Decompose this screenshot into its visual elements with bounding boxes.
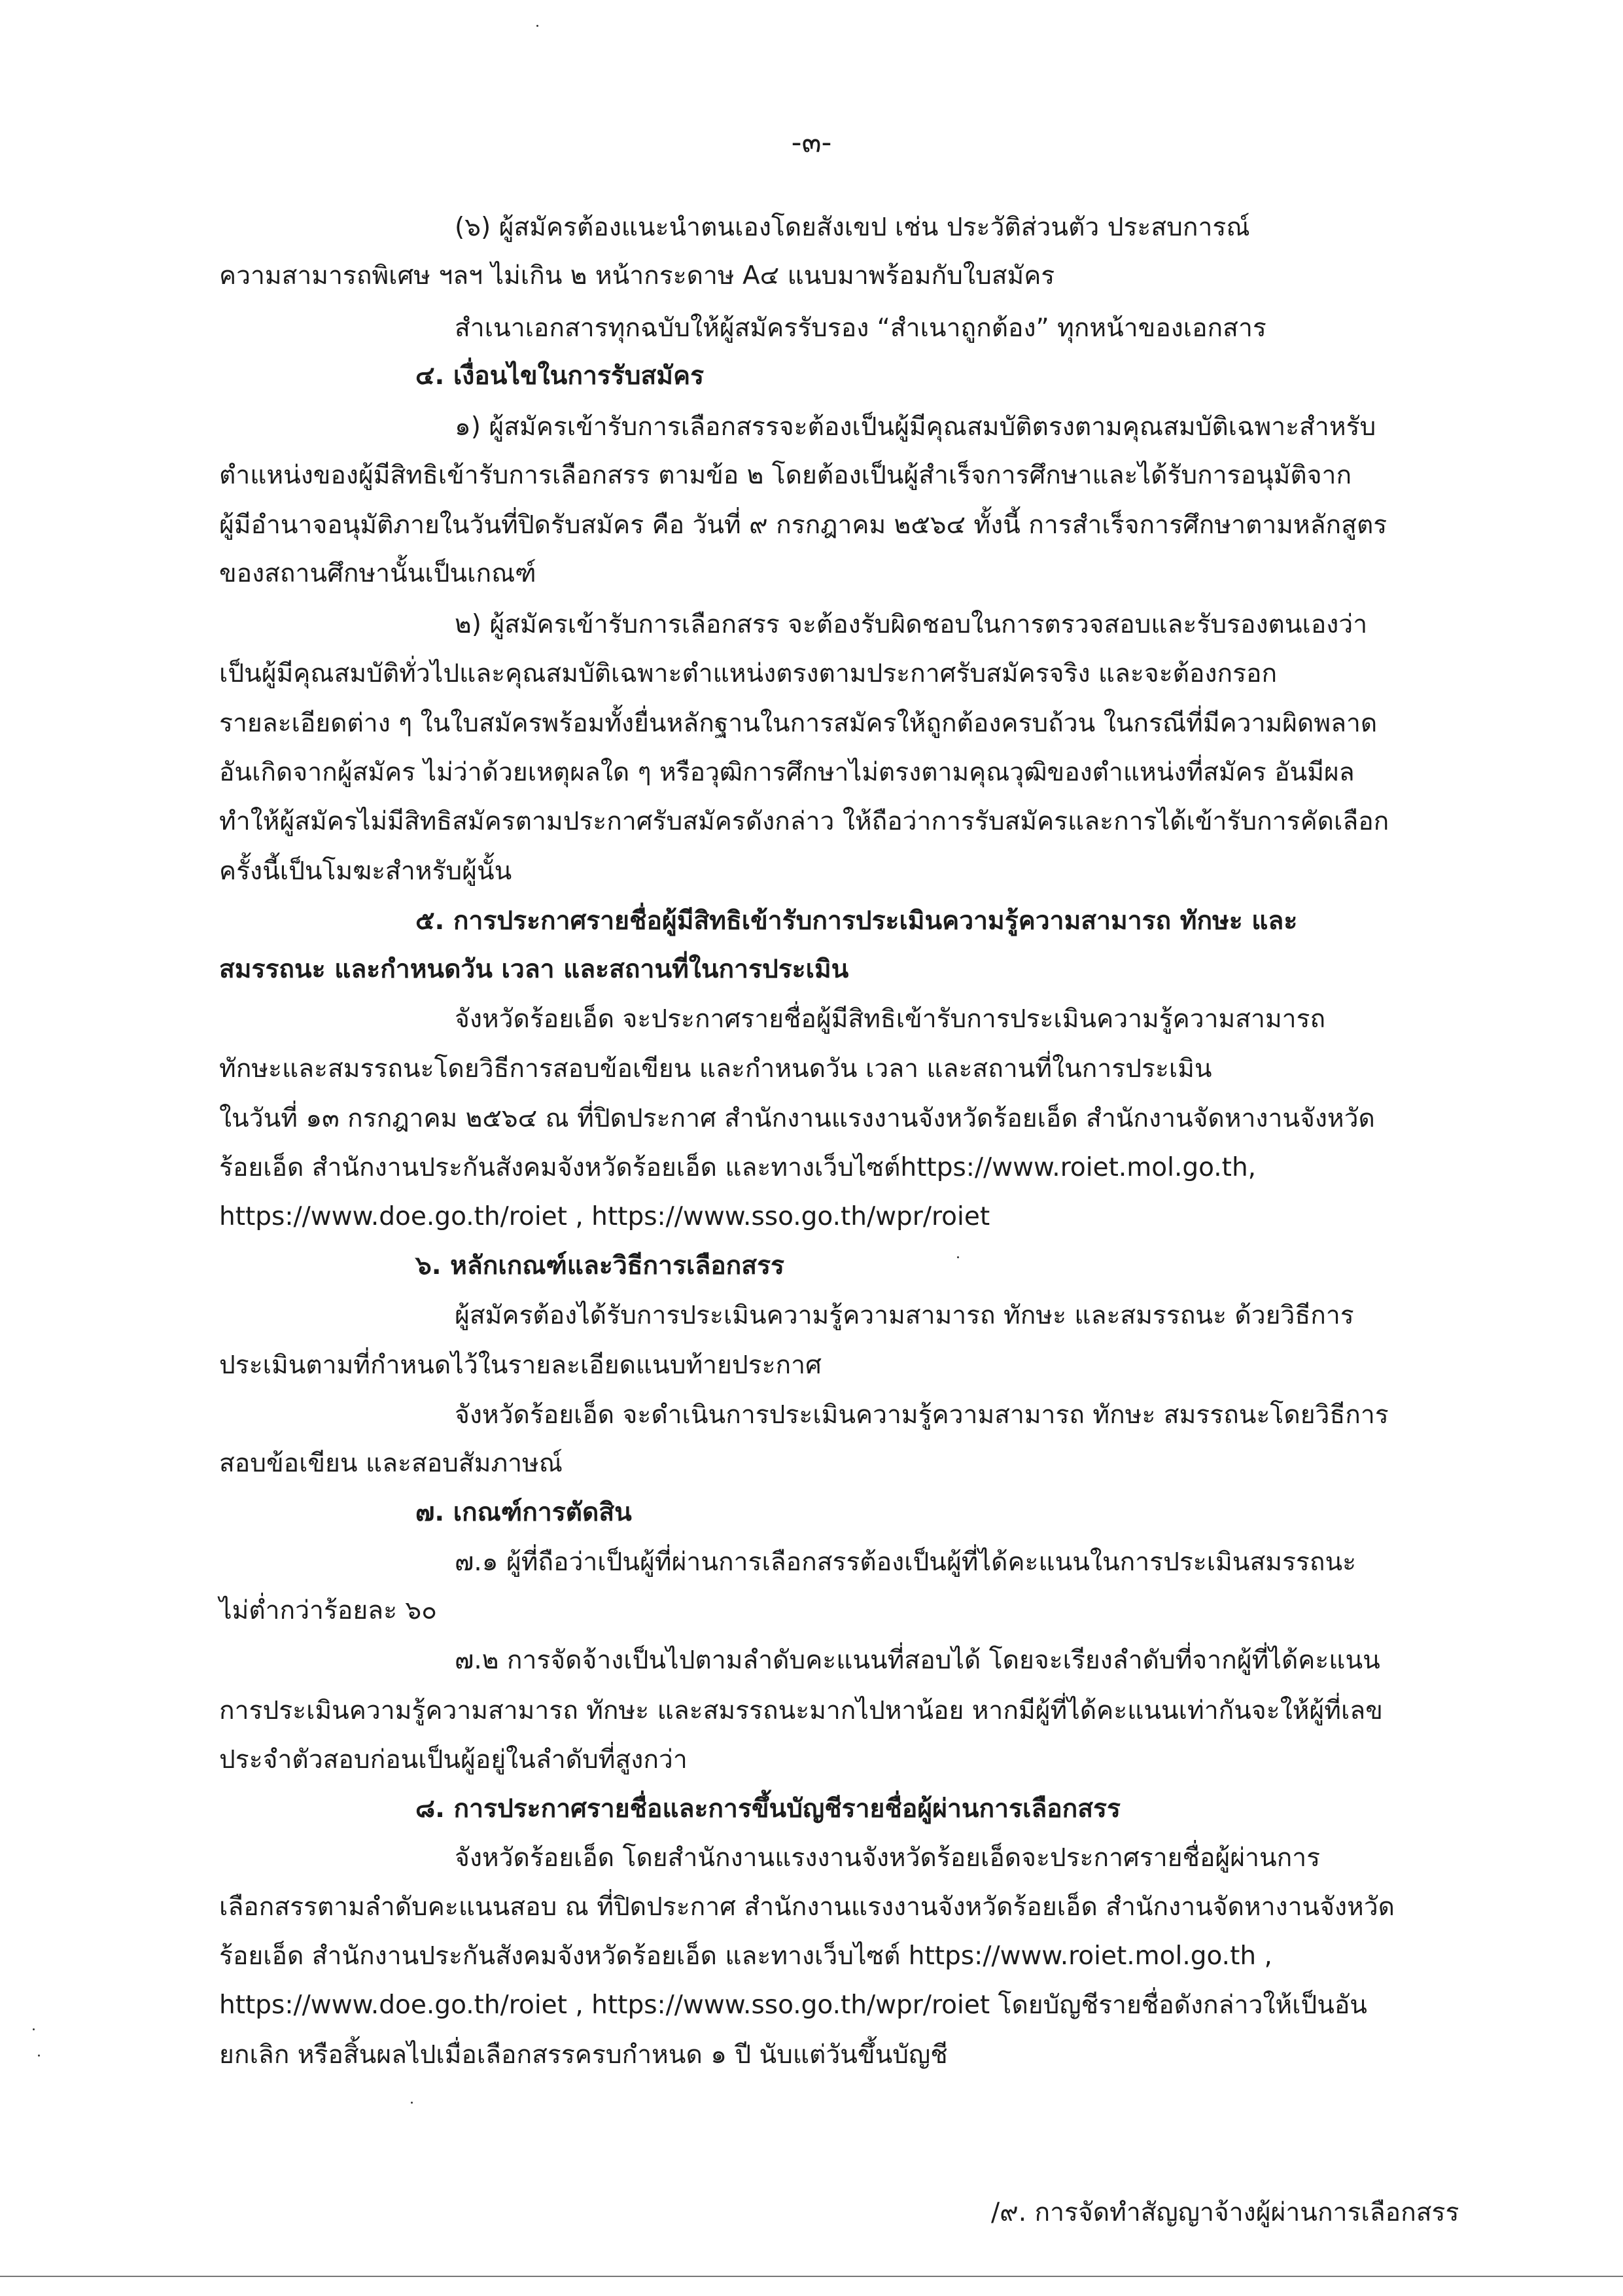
paragraph-line: จังหวัดร้อยเอ็ด จะประกาศรายชื่อผู้มีสิทธิเข้ารับการประเมินความรู้ความสามารถ [455,1004,1326,1034]
paragraph-line: ประเมินตามที่กำหนดไว้ในรายละเอียดแนบท้ายประกาศ [219,1351,822,1380]
paragraph-line: เป็นผู้มีคุณสมบัติทั่วไปและคุณสมบัติเฉพาะตำแหน่งตรงตามประกาศรับสมัครจริง และจะต้องกรอก [219,659,1278,688]
paragraph-line: ครั้งนี้เป็นโมฆะสำหรับผู้นั้น [219,857,512,886]
continuation-note: /๙. การจัดทำสัญญาจ้างผู้ผ่านการเลือกสรร [991,2198,1459,2227]
paragraph-line: ร้อยเอ็ด สำนักงานประกันสังคมจังหวัดร้อยเอ็ด และทางเว็บไซต์ https://www.roiet.mol.go.th , [219,1941,1272,1971]
paragraph-line: ผู้มีอำนาจอนุมัติภายในวันที่ปิดรับสมัคร คือ วันที่ ๙ กรกฎาคม ๒๕๖๔ ทั้งนี้ การสำเร็จการศึกษาตามหลักสูตร [219,510,1387,540]
paragraph-line: ผู้สมัครต้องได้รับการประเมินความรู้ความสามารถ ทักษะ และสมรรถนะ ด้วยวิธีการ [455,1301,1354,1330]
section-heading: ๔. เงื่อนไขในการรับสมัคร [415,361,705,391]
scan-speck [33,2028,35,2030]
paragraph-line: จังหวัดร้อยเอ็ด จะดำเนินการประเมินความรู้ความสามารถ ทักษะ สมรรถนะโดยวิธีการ [455,1400,1389,1430]
paragraph-line: https://www.doe.go.th/roiet , https://www.sso.go.th/wpr/roiet [219,1202,990,1231]
paragraph-line: https://www.doe.go.th/roiet , https://www.sso.go.th/wpr/roiet โดยบัญชีรายชื่อดังกล่าวให้เป็นอัน [219,1990,1367,2020]
page-number: -๓- [791,126,832,159]
paragraph-line: สำเนาเอกสารทุกฉบับให้ผู้สมัครรับรอง “สำเนาถูกต้อง” ทุกหน้าของเอกสาร [455,313,1266,343]
paragraph-line: เลือกสรรตามลำดับคะแนนสอบ ณ ที่ปิดประกาศ สำนักงานแรงงานจังหวัดร้อยเอ็ด สำนักงานจัดหางานจังหวัด [219,1892,1395,1922]
paragraph-line: (๖) ผู้สมัครต้องแนะนำตนเองโดยสังเขป เช่น ประวัติส่วนตัว ประสบการณ์ [455,213,1250,242]
paragraph-line: ไม่ต่ำกว่าร้อยละ ๖๐ [219,1596,437,1625]
section-heading: ๖. หลักเกณฑ์และวิธีการเลือกสรร [415,1251,784,1280]
section-heading: ๗. เกณฑ์การตัดสิน [415,1498,632,1527]
section-heading: ๘. การประกาศรายชื่อและการขึ้นบัญชีรายชื่อผู้ผ่านการเลือกสรร [415,1794,1121,1824]
paragraph-line: ยกเลิก หรือสิ้นผลไปเมื่อเลือกสรรครบกำหนด ๑ ปี นับแต่วันขึ้นบัญชี [219,2040,948,2070]
paragraph-line: ร้อยเอ็ด สำนักงานประกันสังคมจังหวัดร้อยเอ็ด และทางเว็บไซต์https://www.roiet.mol.go.th, [219,1153,1257,1182]
paragraph-line: จังหวัดร้อยเอ็ด โดยสำนักงานแรงงานจังหวัดร้อยเอ็ดจะประกาศรายชื่อผู้ผ่านการ [455,1843,1321,1873]
scan-speck [38,2055,40,2057]
scan-speck [957,1256,959,1258]
paragraph-line: ในวันที่ ๑๓ กรกฎาคม ๒๕๖๔ ณ ที่ปิดประกาศ สำนักงานแรงงานจังหวัดร้อยเอ็ด สำนักงานจัดหางานจังหวัด [219,1104,1375,1133]
paragraph-line: ความสามารถพิเศษ ฯลฯ ไม่เกิน ๒ หน้ากระดาษ A๔ แนบมาพร้อมกับใบสมัคร [219,261,1055,291]
scan-speck [536,25,538,27]
paragraph-line: ทำให้ผู้สมัครไม่มีสิทธิสมัครตามประกาศรับสมัครดังกล่าว ให้ถือว่าการรับสมัครและการได้เข้ารับการคัดเลือก [219,807,1389,836]
paragraph-line: ๒) ผู้สมัครเข้ารับการเลือกสรร จะต้องรับผิดชอบในการตรวจสอบและรับรองตนเองว่า [455,610,1368,639]
section-heading: ๕. การประกาศรายชื่อผู้มีสิทธิเข้ารับการประเมินความรู้ความสามารถ ทักษะ และ [415,906,1298,936]
paragraph-line: สอบข้อเขียน และสอบสัมภาษณ์ [219,1449,563,1478]
paragraph-line: ของสถานศึกษานั้นเป็นเกณฑ์ [219,559,536,588]
paragraph-line: ๗.๒ การจัดจ้างเป็นไปตามลำดับคะแนนที่สอบได้ โดยจะเรียงลำดับที่จากผู้ที่ได้คะแนน [455,1646,1380,1675]
paragraph-line: ทักษะและสมรรถนะโดยวิธีการสอบข้อเขียน และกำหนดวัน เวลา และสถานที่ในการประเมิน [219,1054,1212,1084]
scan-edge-line [0,2276,1623,2277]
paragraph-line: การประเมินความรู้ความสามารถ ทักษะ และสมรรถนะมากไปหาน้อย หากมีผู้ที่ได้คะแนนเท่ากันจะให้ผู้ที่เลข [219,1696,1383,1725]
paragraph-line: ๑) ผู้สมัครเข้ารับการเลือกสรรจะต้องเป็นผู้มีคุณสมบัติตรงตามคุณสมบัติเฉพาะสำหรับ [455,412,1376,442]
scan-speck [411,2102,413,2104]
section-heading-cont: สมรรถนะ และกำหนดวัน เวลา และสถานที่ในการประเมิน [219,955,849,984]
paragraph-line: ประจำตัวสอบก่อนเป็นผู้อยู่ในลำดับที่สูงกว่า [219,1745,688,1775]
paragraph-line: ๗.๑ ผู้ที่ถือว่าเป็นผู้ที่ผ่านการเลือกสรรต้องเป็นผู้ที่ได้คะแนนในการประเมินสมรรถนะ [455,1547,1357,1577]
paragraph-line: ตำแหน่งของผู้มีสิทธิเข้ารับการเลือกสรร ตามข้อ ๒ โดยต้องเป็นผู้สำเร็จการศึกษาและได้รับการอนุมัติจาก [219,461,1352,490]
paragraph-line: รายละเอียดต่าง ๆ ในใบสมัครพร้อมทั้งยื่นหลักฐานในการสมัครให้ถูกต้องครบถ้วน ในกรณีที่มีความผิดพลาด [219,709,1378,738]
paragraph-line: อันเกิดจากผู้สมัคร ไม่ว่าด้วยเหตุผลใด ๆ หรือวุฒิการศึกษาไม่ตรงตามคุณวุฒิของตำแหน่งที่สมัคร อันมีผล [219,758,1355,787]
